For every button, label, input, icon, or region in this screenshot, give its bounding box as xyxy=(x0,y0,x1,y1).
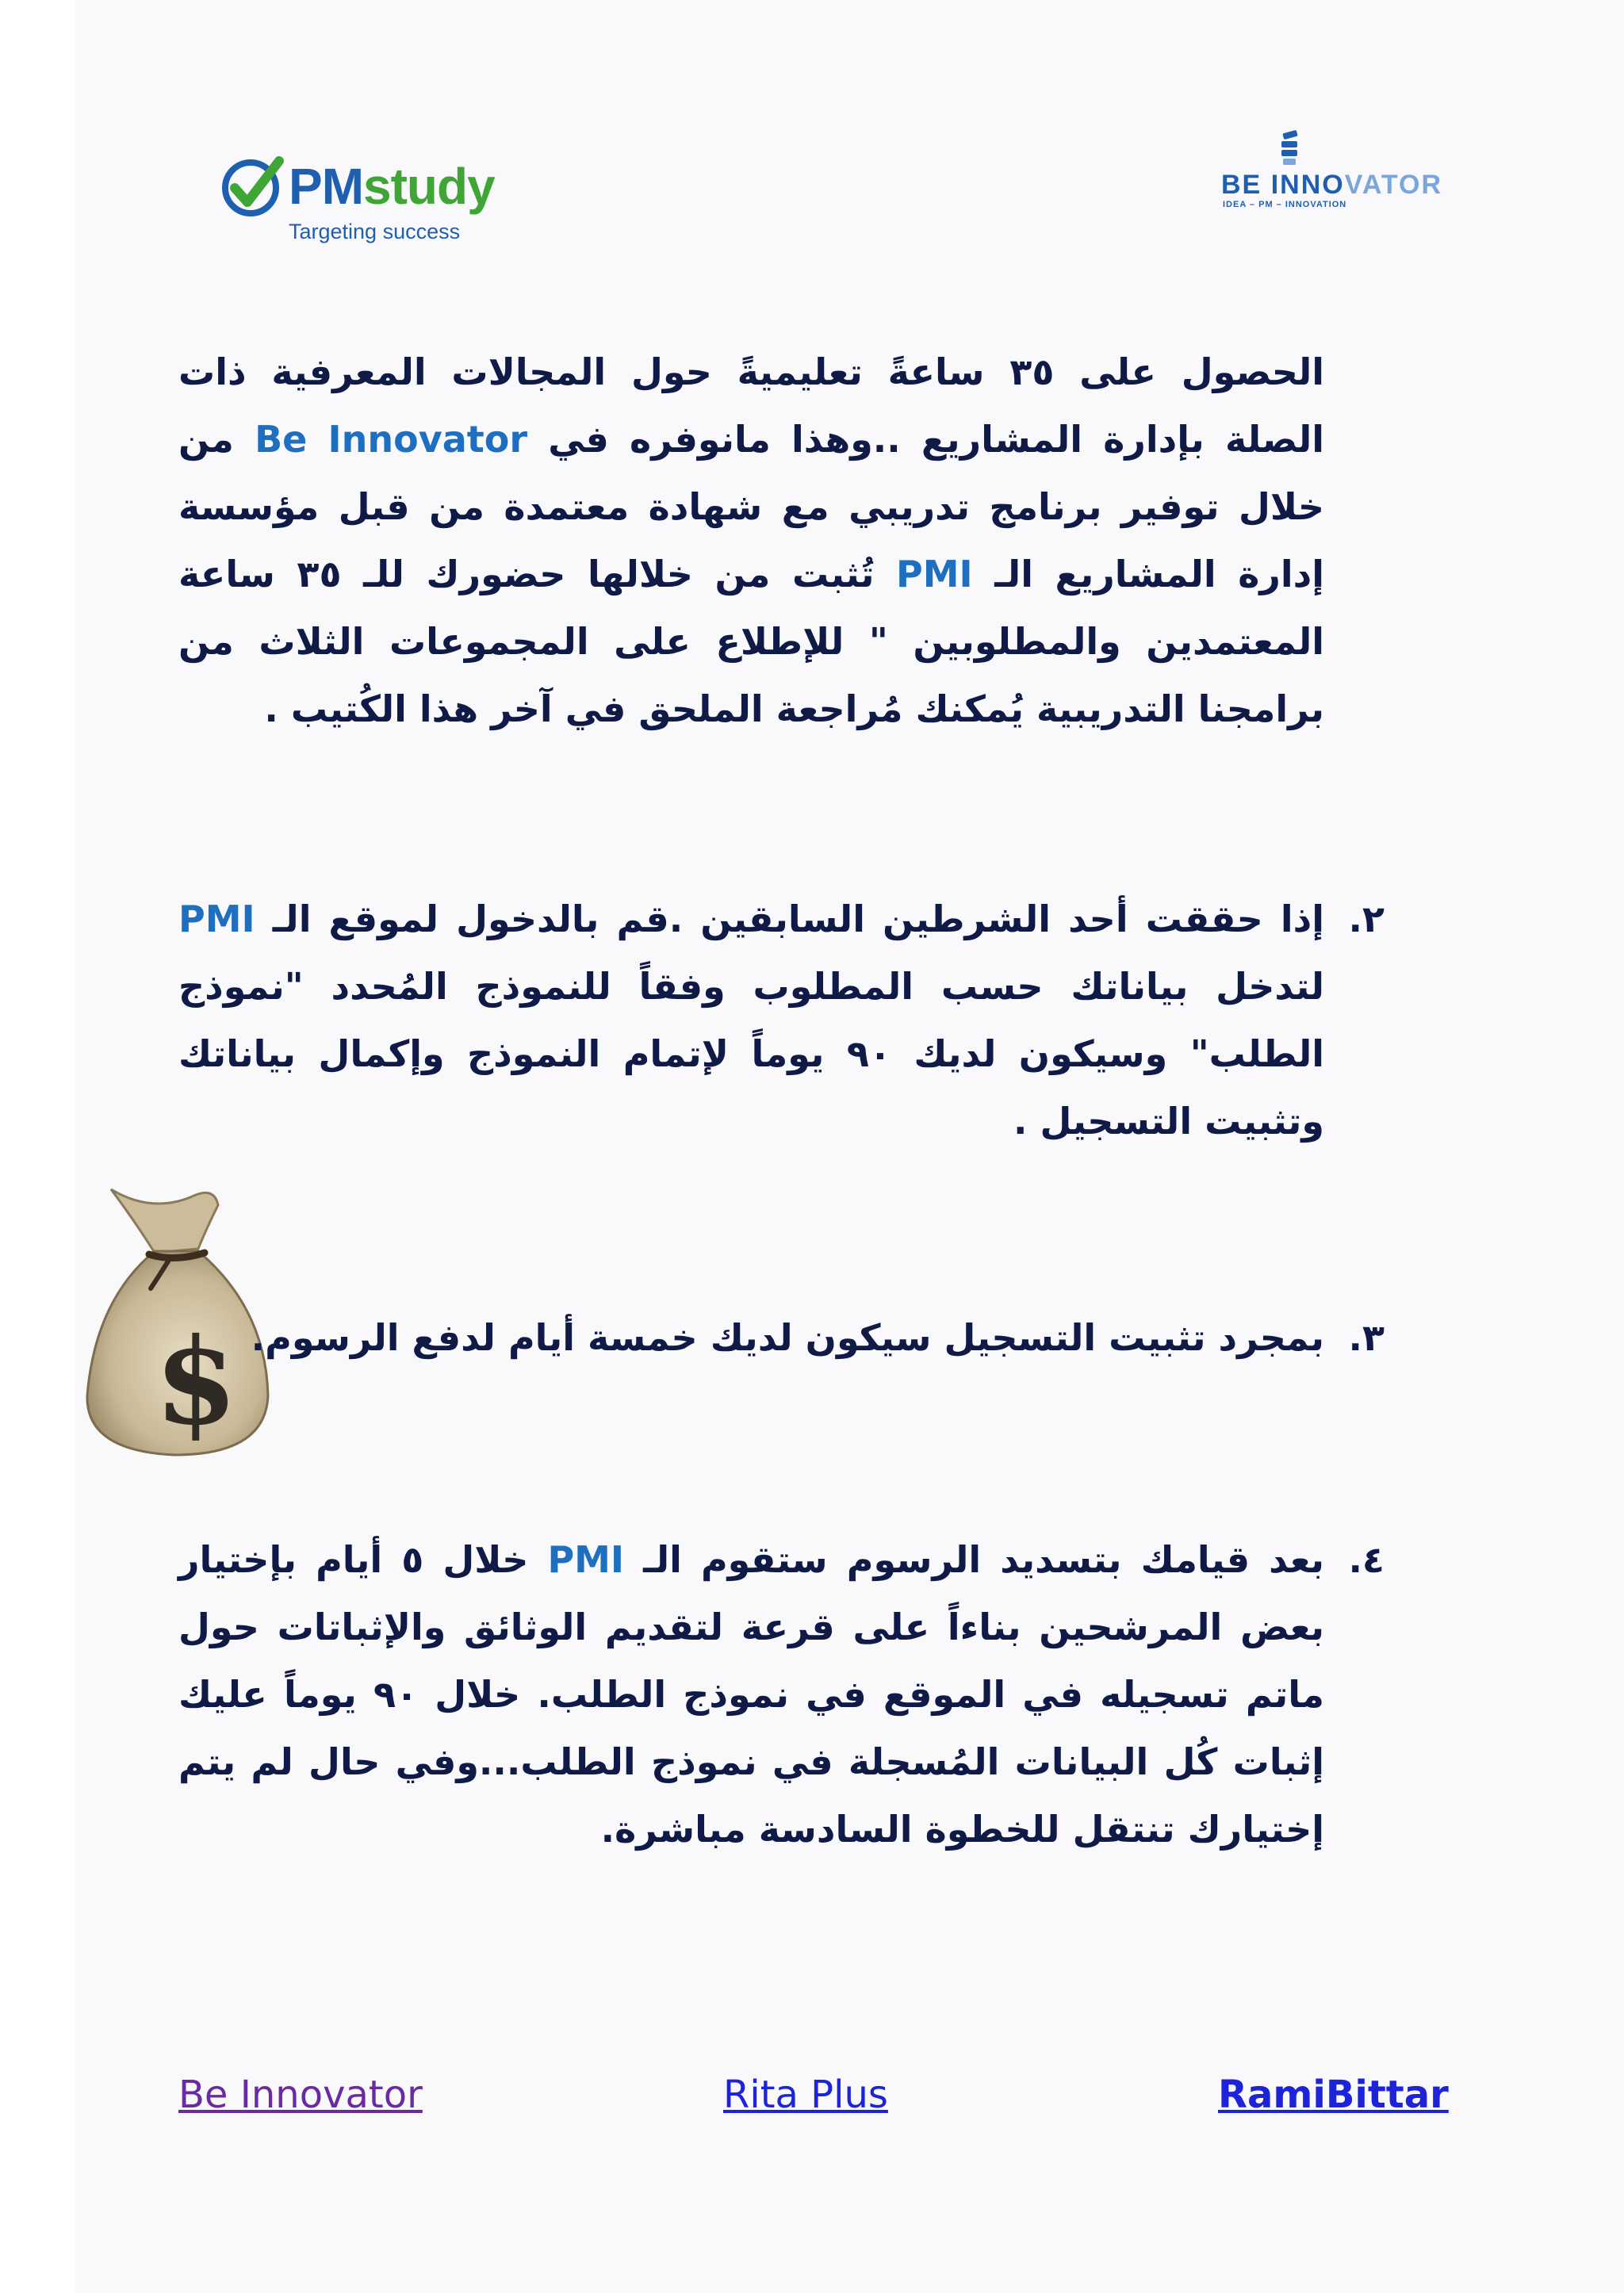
pmi-inline: PMI xyxy=(178,898,255,940)
item-text: إذا حققت أحد الشرطين السابقين .قم بالدخول لموقع الـ PMI لتدخل بياناتك حسب المطلوب وفقاً للنموذج المُحدد "نموذج الطلب" وسيكون لديك ٩٠ يوماً لإتمام النموذج وإكمال بياناتك وتثبيت التسجيل . xyxy=(178,898,1324,1143)
pmi-inline: PMI xyxy=(896,553,973,595)
list-item-3 xyxy=(178,1304,1385,1384)
rita-plus-link[interactable]: Rita Plus xyxy=(723,2073,888,2117)
list-item-4 xyxy=(178,1526,1385,1875)
item-text: بعد قيامك بتسديد الرسوم ستقوم الـ PMI خلال ٥ أيام بإختيار بعض المرشحين بناءاً على قرعة لتقديم الوثائق والإثباتات حول ماتم تسجيله في الموقع في نموذج الطلب. خلال ٩٠ يوماً عليك إثبات كُل البيانات المُسجلة في نموذج الطلب...وفي حال لم يتم إختيارك تنتقل للخطوة السادسة مباشرة. xyxy=(178,1538,1324,1851)
pmstudy-tagline: Targeting success xyxy=(289,220,461,243)
pmi-inline: PMI xyxy=(547,1538,625,1581)
lightbulb-icon xyxy=(1269,128,1308,176)
item-number: ٢. xyxy=(1348,898,1385,940)
pmstudy-brand: PMstudy xyxy=(289,158,495,215)
item-number: ٣. xyxy=(1348,1316,1385,1359)
be-innovator-link[interactable]: Be Innovator xyxy=(178,2073,423,2117)
be-innovator-logo xyxy=(1221,128,1443,216)
pmstudy-logo xyxy=(216,147,517,250)
be-innovator-subtitle: IDEA – PM – INNOVATION xyxy=(1223,200,1347,209)
item-text: بمجرد تثبيت التسجيل سيكون لديك خمسة أيام لدفع الرسوم. xyxy=(251,1316,1324,1359)
intro-paragraph: الحصول على ٣٥ ساعةً تعليميةً حول المجالات المعرفية ذات الصلة بإدارة المشاريع ..وهذا مانوفره في Be Innovator من خلال توفير برنامج تدريبي مع شهادة معتمدة من قبل مؤسسة إدارة المشاريع الـ PMI تُثبت من خلالها حضورك للـ ٣٥ ساعة المعتمدين والمطلوبين " للإطلاع على المجموعات الثلاث من برامجنا التدريبية يُمكنك مُراجعة الملحق في آخر هذا الكُتيب . xyxy=(178,350,1325,730)
rami-bittar-link[interactable]: RamiBittar xyxy=(1218,2073,1449,2117)
pmstudy-checkmark-icon xyxy=(219,153,285,220)
be-innovator-inline: Be Innovator xyxy=(255,418,528,461)
svg-text:$: $ xyxy=(155,1312,238,1452)
be-innovator-wordmark: BE INNOVATOR xyxy=(1221,170,1443,200)
item-number: ٤. xyxy=(1348,1538,1385,1581)
list-item-2 xyxy=(178,886,1385,1171)
